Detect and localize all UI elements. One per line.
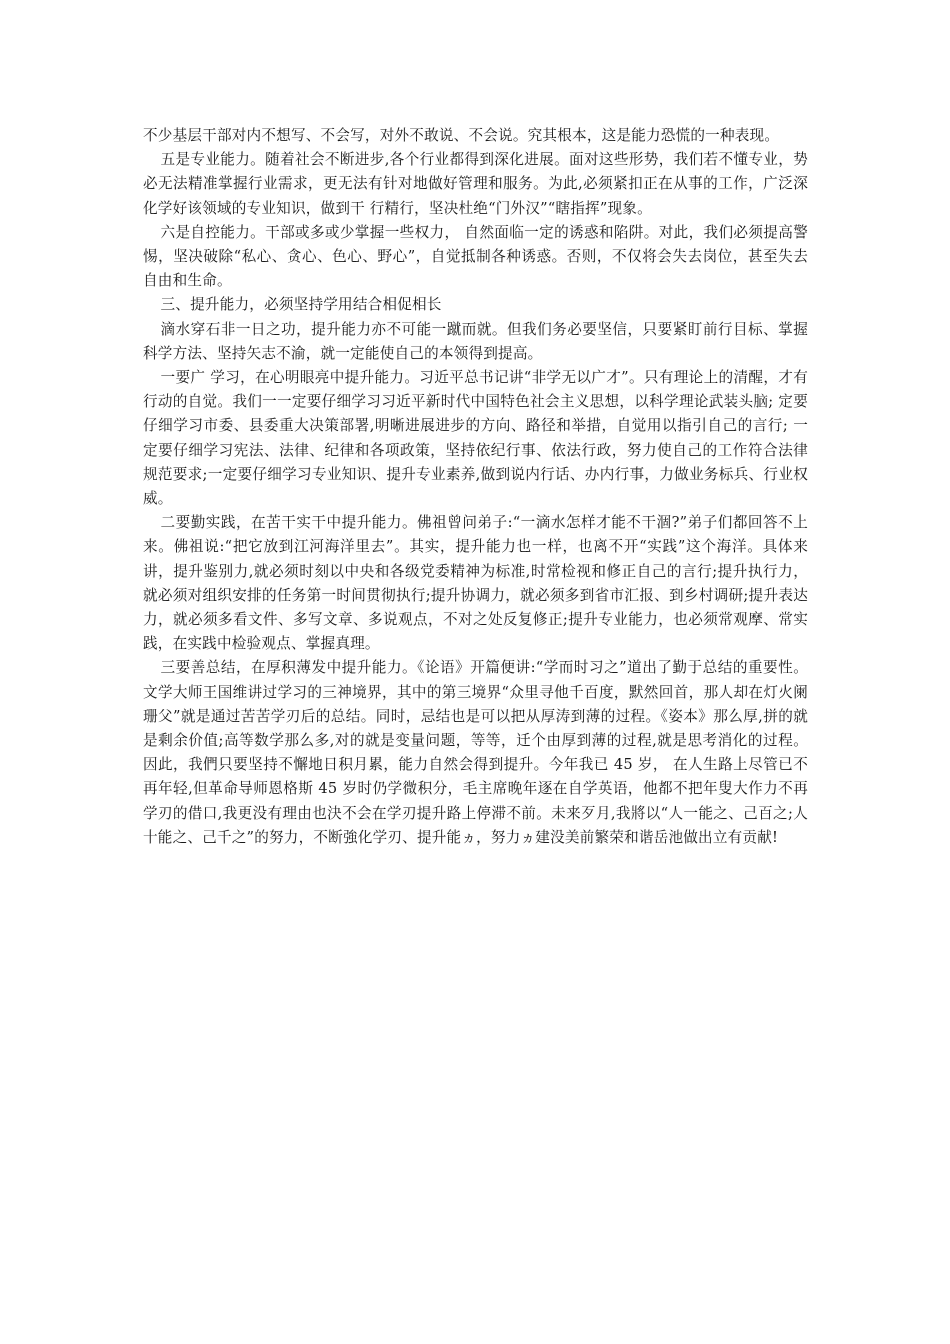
paragraph-professional-ability: 五是专业能力。随着社会不断进步,各个行业都得到深化进展。面对这些形势，我们若不懂专业，势必无法精准掌握行业需求，更无法有针对地做好管理和服务。为此,必须紧扣正在从事的工作，广泛深化学好该领域的专业知识，做到干 行精行，坚决杜绝“门外汉”“瞎指挥”现象。: [143, 151, 808, 217]
paragraph-study: 一要广 学习，在心明眼亮中提升能力。习近平总书记讲“非学无以广才”。只有理论上的清醒，才有行动的自觉。我们一一定要仔细学习习近平新时代中国特色社会主义思想，以科学理论武装头脑; 定要仔细学习市委、县委重大决策部署,明晰进展进步的方向、路径和举措，自觉用以指引自己的言行; 一定要仔细学习宪法、法律、纪律和各项政策，坚持依纪行事、依法行政，努力使自己的工作符合法律规范要求;一定要仔细学习专业知识、提升专业素养,做到说内行话、办内行事，力做业务标兵、行业权威。: [143, 369, 808, 508]
paragraph-intro-improve: 滴水穿石非一日之功，提升能力亦不可能一蹴而就。但我们务必要坚信，只要紧盯前行目标、掌握科学方法、坚持矢志不渝，就一定能使自己的本领得到提高。: [143, 320, 808, 362]
paragraph-summarize: 三要善总结，在厚积薄发中提升能力。《论语》开篇便讲:“学而时习之”道出了勤于总结的重要性。文学大师王国维讲过学习的三神境界，其中的第三境界“众里寻他千百度，默然回首，那人却在灯火阑珊父”就是通过苦苦学刃后的总结。同时，忌结也是可以把从厚涛到薄的过程。《姿本》那么厚,拼的就是剩余价值;高等数学那么多,对的就是变量问题，等等，迁个由厚到薄的过程,就是思考消化的过程。因此，我們只要坚持不懈地日积月累，能力自然会得到提升。今年我已 45 岁， 在人生路上尽管已不再年轻,但革命导师恩格斯 45 岁时仍学微积分，毛主席晚年逐在自学英语，他都不把年叟大作力不再学刃的借口,我更没有理由也決不会在学刃提升路上停滞不前。未来歹月,我將以“人一能之、己百之;人十能之、己千之”的努力，不断強化学刃、提升能ヵ，努力ヵ建没美前繁荣和谐岳池做出立有贡献!: [143, 659, 808, 846]
paragraph-self-control: 六是自控能力。干部或多或少掌握一些权力， 自然面临一定的诱惑和陷阱。对此，我们必须提高警惕，坚决破除“私心、贪心、色心、野心”，自觉抵制各种诱惑。否则，不仅将会失去岗位，甚至失去自由和生命。: [143, 223, 808, 290]
paragraph-capability-panic: 不少基层干部对内不想写、不会写，对外不敢说、不会说。究其根本，这是能力恐慌的一种表现。: [143, 127, 780, 144]
section-heading-3: 三、提升能力，必须坚持学用结合相促相长: [160, 296, 442, 314]
document-body: [143, 124, 808, 850]
paragraph-practice: 二要勤实践，在苦干实干中提升能力。佛祖曾问弟子:“一滴水怎样才能不干涸?”弟子们都回答不上来。佛祖说:“把它放到江河海洋里去”。其实，提升能力也一样，也离不开“实践”这个海洋。具体来讲，提升鉴别力,就必须时刻以中央和各级党委精神为标准,时常检视和修正自己的言行;提升执行力，就必须对组织安排的任务第一时间贯彻执行;提升协调力，就必须多到省市汇报、到乡村调研;提升表达力，就必须多看文件、多写文章、多说观点，不对之处反复修正;提升专业能力，也必须常观摩、常实践，在实践中检验观点、掌握真理。: [143, 514, 808, 653]
